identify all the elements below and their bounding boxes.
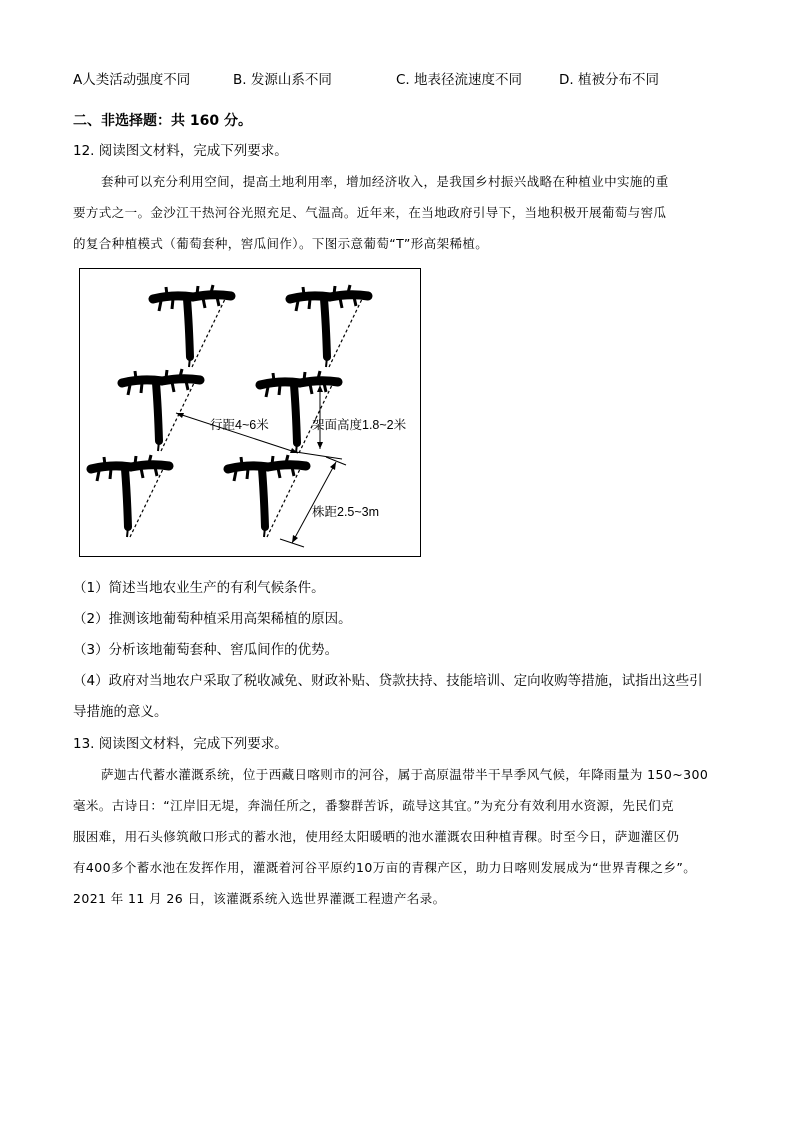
vine-bottom-left	[91, 455, 169, 537]
vine-mid-left	[122, 369, 200, 451]
section-heading: 二、非选择题：共 160 分。	[73, 113, 252, 129]
vine-mid-right	[260, 371, 338, 453]
q13-material-line: 毫米。古诗日：“江岸旧无堤，奔湍任所之，番黎群苦诉，疏导这其宜。”为充分有效利用水资源，先民们克	[73, 798, 674, 813]
option-d: D. 植被分布不同	[559, 72, 659, 88]
q12-material-line: 套种可以充分利用空间，提高土地利用率，增加经济收入，是我国乡村振兴战略在种植业中实施的重	[101, 174, 669, 189]
q12-question-4-cont: 导措施的意义。	[73, 704, 168, 720]
vine-bottom-right	[228, 455, 306, 537]
q12-question-1: （1）简述当地农业生产的有利气候条件。	[73, 580, 325, 596]
plant-spacing-label: 株距2.5~3m	[312, 505, 380, 519]
option-b: B. 发源山系不同	[233, 72, 332, 88]
row-spacing-label: 行距4~6米	[210, 418, 269, 432]
q12-question-2: （2）推测该地葡萄种植采用高架稀植的原因。	[73, 611, 352, 627]
option-c: C. 地表径流速度不同	[396, 72, 523, 88]
vine-top-left	[153, 285, 231, 367]
q13-material-line: 服困难，用石头修筑敞口形式的蓄水池，使用经太阳暖晒的池水灌溉农田种植青稞。时至今日，萨迦灌区仍	[73, 829, 680, 844]
q13-material-line: 有400多个蓄水池在发挥作用，灌溉着河谷平原约10万亩的青稞产区，助力日喀则发展成为“世界青稞之乡”。	[73, 860, 697, 875]
q13-material-line: 2021 年 11 月 26 日，该灌溉系统入选世界灌溉工程遗产名录。	[73, 891, 446, 906]
grape-trellis-figure	[79, 268, 421, 557]
frame-height-label: 架面高度1.8~2米	[312, 418, 407, 432]
vine-top-right	[290, 285, 368, 367]
q12-question-4: （4）政府对当地农户采取了税收减免、财政补贴、贷款扶持、技能培训、定向收购等措施，试指出这些引	[73, 673, 703, 689]
q13-material-line: 萨迦古代蓄水灌溉系统，位于西藏日喀则市的河谷，属于高原温带半干旱季风气候，年降雨量为 150~300	[101, 767, 709, 782]
q12-material-line: 要方式之一。金沙江干热河谷光照充足、气温高。近年来，在当地政府引导下，当地积极开展葡萄与窖瓜	[73, 205, 667, 220]
q13-title: 13. 阅读图文材料，完成下列要求。	[73, 736, 288, 752]
q12-question-3: （3）分析该地葡萄套种、窖瓜间作的优势。	[73, 642, 339, 658]
q12-title: 12. 阅读图文材料，完成下列要求。	[73, 143, 288, 159]
option-a: A人类活动强度不同	[73, 72, 191, 88]
q12-material-line: 的复合种植模式（葡萄套种，窖瓜间作）。下图示意葡萄“T”形高架稀植。	[73, 236, 489, 251]
